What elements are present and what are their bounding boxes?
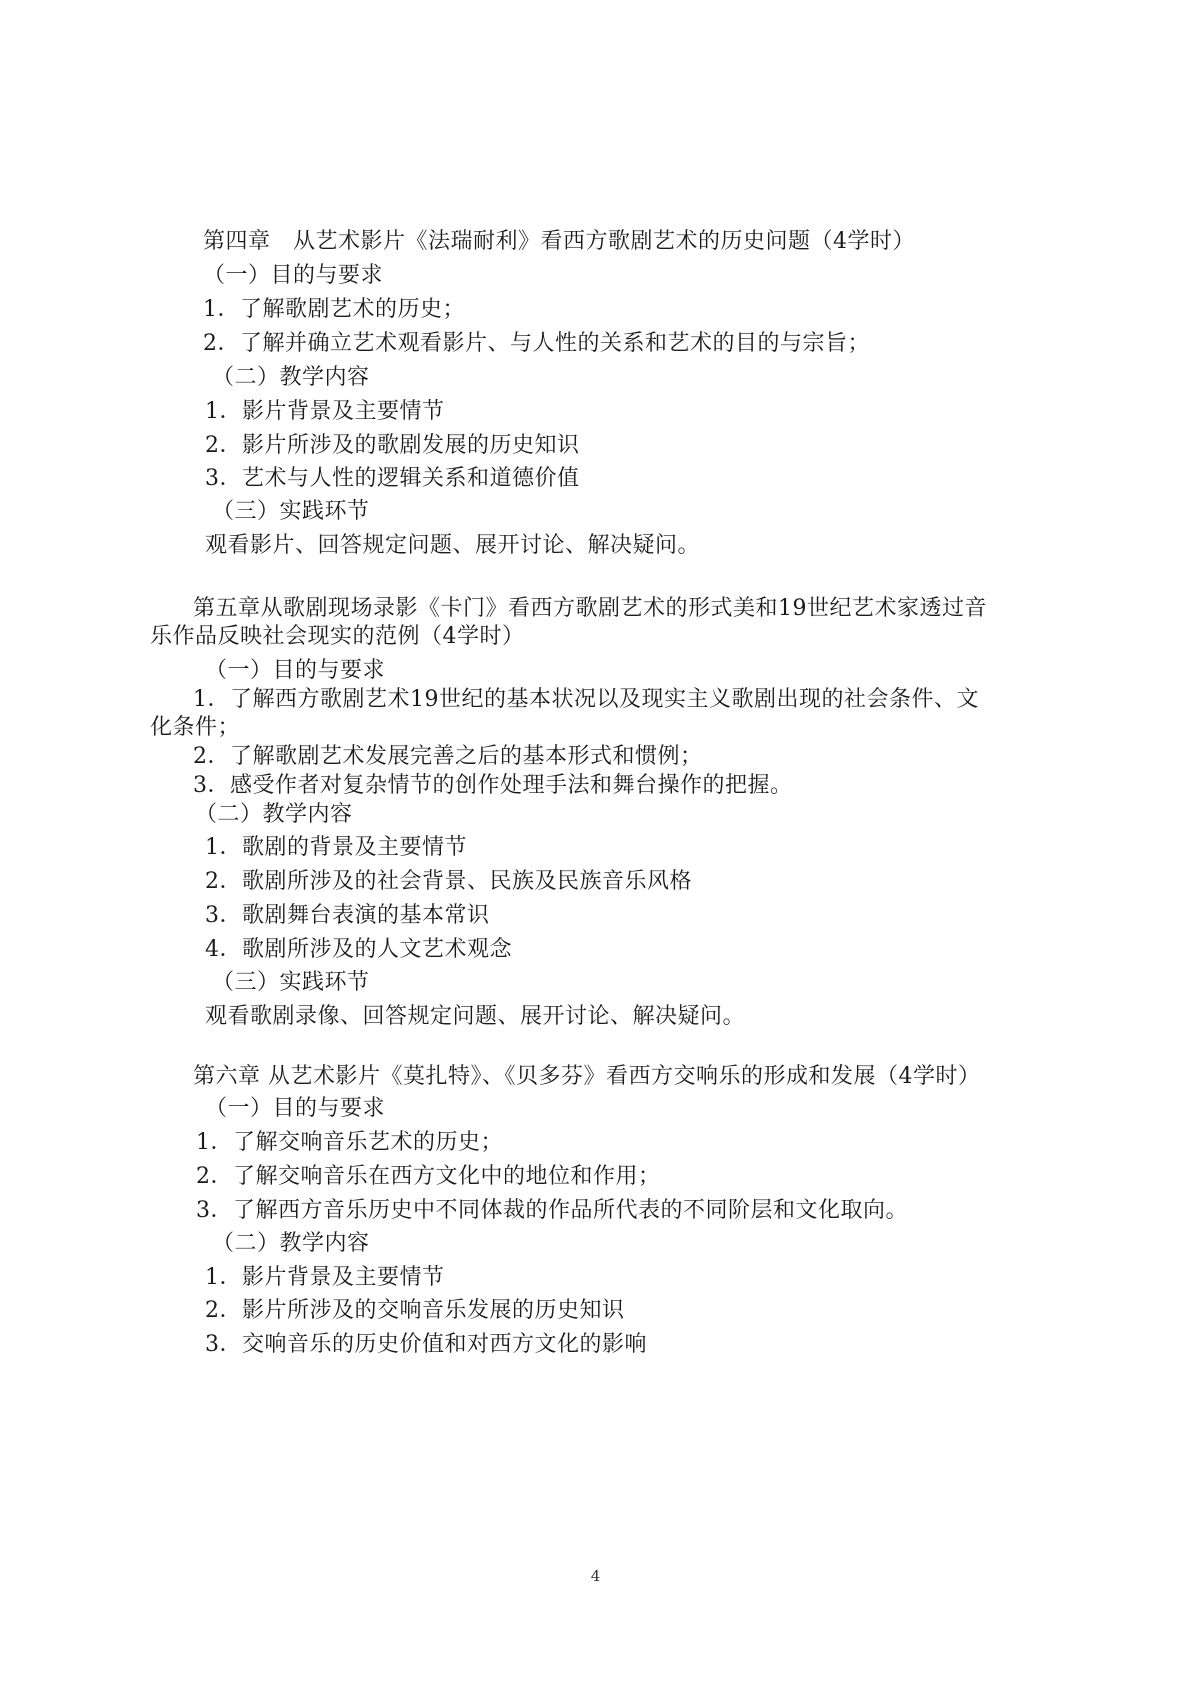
chapter-6-content-1: 1．影片背景及主要情节 bbox=[205, 1265, 445, 1290]
chapter-5-title-line-1: 第五章从歌剧现场录影《卡门》看西方歌剧艺术的形式美和19世纪艺术家透过音 bbox=[193, 596, 987, 621]
chapter-5-content-heading: （二）教学内容 bbox=[195, 802, 353, 827]
chapter-5-content-1: 1．歌剧的背景及主要情节 bbox=[205, 835, 467, 860]
chapter-5-objective-2: 2．了解歌剧艺术发展完善之后的基本形式和惯例； bbox=[193, 744, 703, 769]
chapter-6-objective-1: 1．了解交响音乐艺术的历史； bbox=[196, 1130, 503, 1155]
chapter-4-content-1: 1．影片背景及主要情节 bbox=[205, 399, 445, 424]
chapter-5-objective-1-line-2: 化条件； bbox=[150, 715, 241, 740]
chapter-6-content-heading: （二）教学内容 bbox=[212, 1231, 370, 1256]
chapter-5-objectives-heading: （一）目的与要求 bbox=[205, 658, 386, 683]
chapter-5-objective-3: 3．感受作者对复杂情节的创作处理手法和舞台操作的把握。 bbox=[193, 773, 793, 798]
chapter-6-content-3: 3．交响音乐的历史价值和对西方文化的影响 bbox=[205, 1332, 647, 1357]
chapter-4-practice: 观看影片、回答规定问题、展开讨论、解决疑问。 bbox=[205, 533, 701, 558]
chapter-6-objectives-heading: （一）目的与要求 bbox=[205, 1096, 386, 1121]
page-number: 4 bbox=[590, 1567, 601, 1585]
chapter-5-practice-heading: （三）实践环节 bbox=[212, 970, 370, 995]
chapter-4-content-3: 3．艺术与人性的逻辑关系和道德价值 bbox=[205, 466, 580, 491]
chapter-5-content-2: 2．歌剧所涉及的社会背景、民族及民族音乐风格 bbox=[205, 869, 692, 894]
chapter-4-practice-heading: （三）实践环节 bbox=[212, 499, 370, 524]
chapter-4-objective-2: 2．了解并确立艺术观看影片、与人性的关系和艺术的目的与宗旨； bbox=[203, 331, 870, 356]
chapter-4-title: 第四章 从艺术影片《法瑞耐利》看西方歌剧艺术的历史问题（4学时） bbox=[203, 229, 915, 254]
chapter-4-objectives-heading: （一）目的与要求 bbox=[203, 263, 384, 288]
chapter-4-content-2: 2．影片所涉及的歌剧发展的历史知识 bbox=[205, 433, 580, 458]
chapter-4-content-heading: （二）教学内容 bbox=[212, 365, 370, 390]
chapter-6-content-2: 2．影片所涉及的交响音乐发展的历史知识 bbox=[205, 1298, 625, 1323]
chapter-6-objective-2: 2．了解交响音乐在西方文化中的地位和作用； bbox=[196, 1164, 661, 1189]
chapter-6-title: 第六章 从艺术影片《莫扎特》、《贝多芬》看西方交响乐的形成和发展（4学时） bbox=[193, 1064, 981, 1089]
chapter-5-practice: 观看歌剧录像、回答规定问题、展开讨论、解决疑问。 bbox=[205, 1004, 746, 1029]
chapter-5-content-3: 3．歌剧舞台表演的基本常识 bbox=[205, 903, 490, 928]
chapter-5-title-line-2: 乐作品反映社会现实的范例（4学时） bbox=[150, 624, 525, 649]
chapter-5-content-4: 4．歌剧所涉及的人文艺术观念 bbox=[205, 937, 512, 962]
chapter-4-objective-1: 1．了解歌剧艺术的历史； bbox=[203, 297, 465, 322]
chapter-5-objective-1-line-1: 1．了解西方歌剧艺术19世纪的基本状况以及现实主义歌剧出现的社会条件、文 bbox=[193, 687, 979, 712]
chapter-6-objective-3: 3．了解西方音乐历史中不同体裁的作品所代表的不同阶层和文化取向。 bbox=[196, 1198, 908, 1223]
